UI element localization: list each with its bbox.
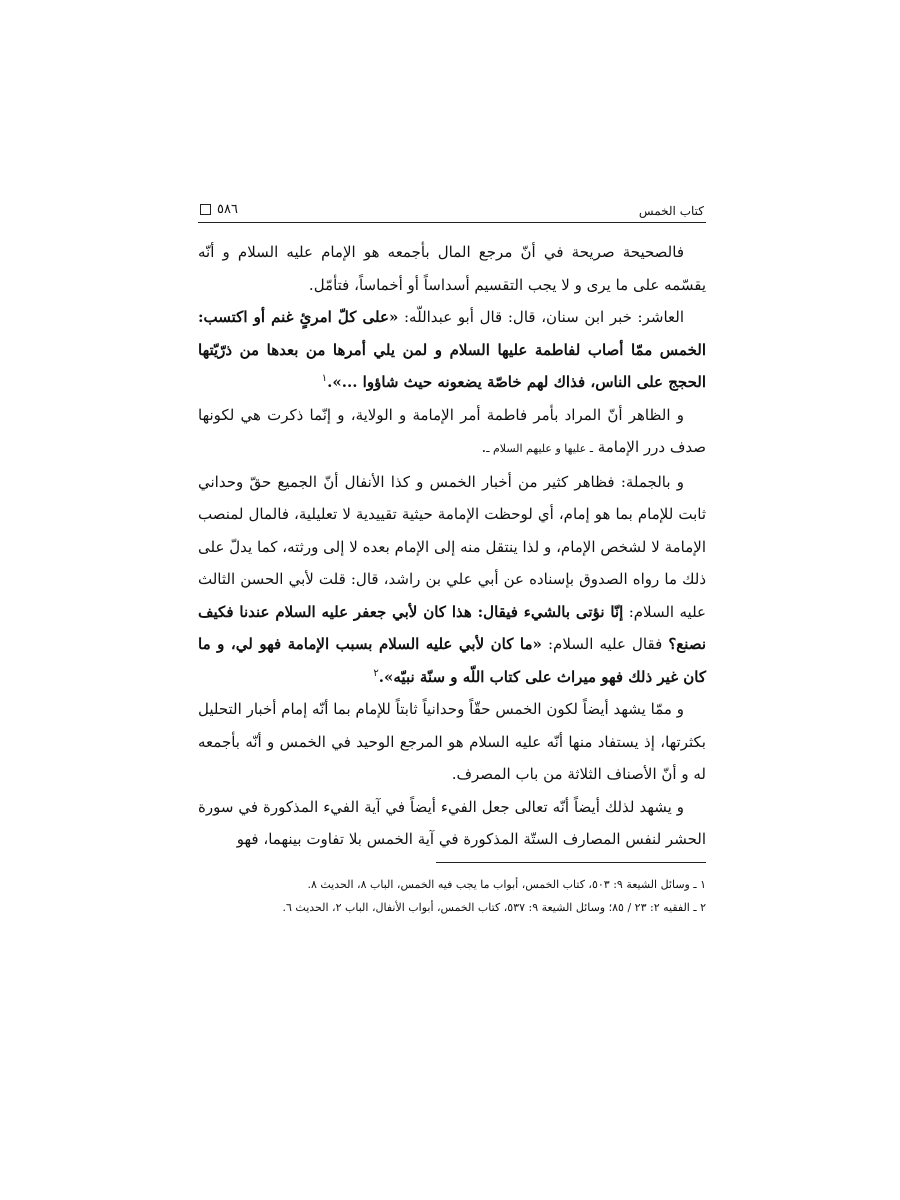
paragraph-text: و بالجملة: فظاهر كثير من أخبار الخمس و كذا الأنفال أنّ الجميع حقّ وحداني ثابت للإمام بما هو إمام، أي لوحظت الإمامة حيثية تقييدية لا تعليلية، فالمال لمنصب الإمامة لا لشخص الإمام، و لذا ينتقل منه إلى الإمام بعده لا إلى ورثته، كما يدلّ على ذلك ما رواه الصدوق بإسناده عن أبي علي بن راشد، قال: قلت لأبي الحسن الثالث عليه السلام:	[198, 472, 706, 621]
page-number-block	[200, 202, 238, 217]
square-bullet-icon	[200, 204, 211, 215]
paragraph-text: .	[481, 438, 487, 456]
footnote-divider	[436, 862, 706, 863]
paragraph-1	[198, 236, 706, 301]
hadith-quote: «على كلّ امرئٍ غنم أو اكتسب: الخمس ممّا أصاب لفاطمة عليها السلام و لمن يلي أمرها من بعدها من ذرّيّتها الحجج على الناس، فذاك لهم خاصّة يضعونه حيث شاؤوا ...».	[198, 308, 706, 391]
paragraph-2	[198, 301, 706, 399]
hadith-quote: «ما كان لأبي عليه السلام بسبب الإمامة فهو لي، و ما كان غير ذلك فهو ميراث على كتاب اللّه و سنّة نبيّه».	[198, 635, 706, 686]
paragraph-text: و ممّا يشهد أيضاً لكون الخمس حقّاً وحدانياً ثابتاً للإمام بما أنّه إمام أخبار التحليل بكثرتها، إذ يستفاد منها أنّه عليه السلام هو المرجع الوحيد في الخمس و أنّه بأجمعه له و أنّ الأصناف الثلاثة من باب المصرف.	[198, 700, 706, 783]
main-text	[198, 236, 706, 919]
paragraph-text: العاشر: خبر ابن سنان، قال: قال أبو عبداللّه:	[398, 308, 684, 326]
chapter-title: كتاب الخمس	[638, 204, 704, 218]
paragraph-text: فالصحيحة صريحة في أنّ مرجع المال بأجمعه هو الإمام عليه السلام و أنّه يقسّمه على ما يرى و لا يجب التقسيم أسداساً أو أخماساً، فتأمّل.	[198, 243, 706, 294]
paragraph-3	[198, 399, 706, 466]
footnote-ref: ١	[321, 373, 328, 384]
question-quote: إنّا نؤتى بالشيء فيقال: هذا كان لأبي جعفر عليه السلام عندنا فكيف نصنع؟	[198, 602, 706, 653]
paragraph-text: فقال عليه السلام:	[541, 635, 669, 653]
paragraph-text: و الظاهر أنّ المراد بأمر فاطمة أمر الإمامة و الولاية، و إنّما ذكرت هي لكونها صدف درر الإمامة	[198, 405, 706, 456]
footnote-2: ٢ ـ الفقيه ٢: ٢٣ / ٨٥؛ وسائل الشيعة ٩: ٥٣٧، كتاب الخمس، أبواب الأنفال، الباب ٢، الحديث ٦.	[282, 900, 706, 914]
honorific: ـ عليها و عليهم السلام ـ	[486, 442, 593, 455]
running-header	[198, 198, 706, 223]
paragraph-6	[198, 791, 706, 856]
paragraph-4	[198, 466, 706, 694]
book-page	[198, 198, 706, 919]
page-number: ٥٨٦	[217, 202, 238, 217]
footnote-1: ١ ـ وسائل الشيعة ٩: ٥٠٣، كتاب الخمس، أبواب ما يجب فيه الخمس، الباب ٨، الحديث ٨.	[307, 877, 706, 891]
paragraph-text: و يشهد لذلك أيضاً أنّه تعالى جعل الفيء أيضاً في آية الفيء المذكورة في سورة الحشر لنفس المصارف الستّة المذكورة في آية الخمس بلا تفاوت بينهما، فهو	[198, 797, 706, 848]
paragraph-5	[198, 693, 706, 791]
footnotes	[198, 873, 706, 919]
footnote-ref: ٢	[373, 667, 379, 679]
